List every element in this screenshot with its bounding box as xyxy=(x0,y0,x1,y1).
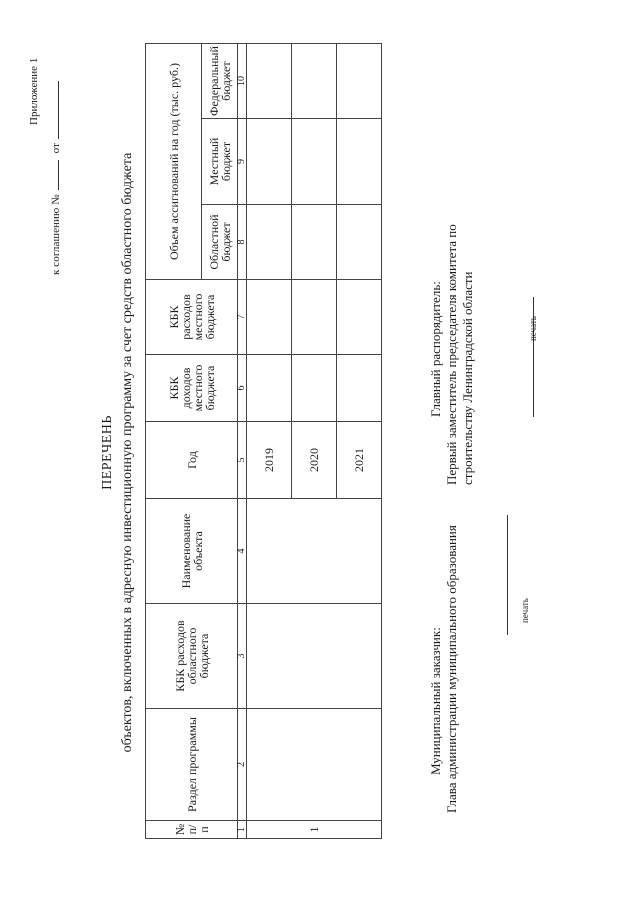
customer-role: Муниципальный заказчик: xyxy=(428,627,443,775)
table-cell xyxy=(292,44,337,119)
column-number: 1 xyxy=(238,821,247,839)
cell-kbk-regional xyxy=(247,604,382,709)
agreement-reference xyxy=(50,77,62,275)
column-number: 8 xyxy=(238,205,247,280)
header-municipal-budget: Местный бюджет xyxy=(202,119,238,205)
cell-year: 2020 xyxy=(292,422,337,499)
table-cell xyxy=(292,119,337,205)
customer-signature-line xyxy=(496,515,512,635)
cell-object-name xyxy=(247,499,382,604)
table-cell xyxy=(337,44,382,119)
cell-year: 2019 xyxy=(247,422,292,499)
seal-label: печать xyxy=(520,598,530,623)
header-kbk-expense-local: КБК расходов местного бюджета xyxy=(146,280,238,355)
table-cell xyxy=(337,119,382,205)
table-cell xyxy=(337,205,382,280)
header-object-name: Наименование объекта xyxy=(146,499,238,604)
column-number: 10 xyxy=(238,44,247,119)
signature-line xyxy=(532,297,534,417)
distributor-signature-line xyxy=(522,297,538,417)
header-year: Год xyxy=(146,422,238,499)
agreement-date-line xyxy=(58,81,59,139)
header-section: Раздел программы xyxy=(146,709,238,821)
cell-year: 2021 xyxy=(337,422,382,499)
column-number: 4 xyxy=(238,499,247,604)
distributor-title-line2: строительству Ленинградской области xyxy=(460,271,475,485)
distributor-signature-block xyxy=(428,224,476,485)
agreement-prefix: к соглашению № xyxy=(50,194,62,275)
distributor-seal xyxy=(524,316,541,341)
table-cell xyxy=(292,280,337,355)
cell-section xyxy=(247,709,382,821)
table-cell xyxy=(247,119,292,205)
header-federal-budget: Федеральный бюджет xyxy=(202,44,238,119)
table-cell xyxy=(247,205,292,280)
column-number: 7 xyxy=(238,280,247,355)
table-cell xyxy=(247,355,292,422)
header-no: № п/п xyxy=(146,821,238,839)
distributor-title-line1: Первый заместитель председателя комитета по xyxy=(444,224,459,485)
table-cell xyxy=(292,205,337,280)
page-subtitle: объектов, включенных в адресную инвестиционную программу за счет средств областного бюджета xyxy=(120,152,135,753)
column-number: 6 xyxy=(238,355,247,422)
column-number: 9 xyxy=(238,119,247,205)
seal-label: печать xyxy=(528,316,538,341)
table-cell xyxy=(247,280,292,355)
objects-table xyxy=(145,43,382,839)
agreement-number-line xyxy=(58,160,59,190)
column-number: 3 xyxy=(238,604,247,709)
header-kbk-regional: КБК расходов областного бюджета xyxy=(146,604,238,709)
customer-title: Глава администрации муниципального образования xyxy=(444,525,459,813)
appendix-label: Приложение 1 xyxy=(28,57,40,125)
customer-seal xyxy=(516,598,533,623)
table-cell xyxy=(247,44,292,119)
distributor-role: Главный распорядитель: xyxy=(428,281,443,417)
page-title: ПЕРЕЧЕНЬ xyxy=(100,415,115,490)
header-kbk-income-local: КБК доходов местного бюджета xyxy=(146,355,238,422)
column-number: 2 xyxy=(238,709,247,821)
table-cell xyxy=(337,355,382,422)
agreement-from-label: от xyxy=(50,142,62,154)
table-cell xyxy=(337,280,382,355)
row-number: 1 xyxy=(247,821,382,839)
header-regional-budget: Областной бюджет xyxy=(202,205,238,280)
signature-line xyxy=(506,515,508,635)
table-cell xyxy=(292,355,337,422)
column-number: 5 xyxy=(238,422,247,499)
customer-signature-block xyxy=(428,525,460,813)
header-allocation-volume: Объем ассигнований на год (тыс. руб.) xyxy=(146,44,202,280)
